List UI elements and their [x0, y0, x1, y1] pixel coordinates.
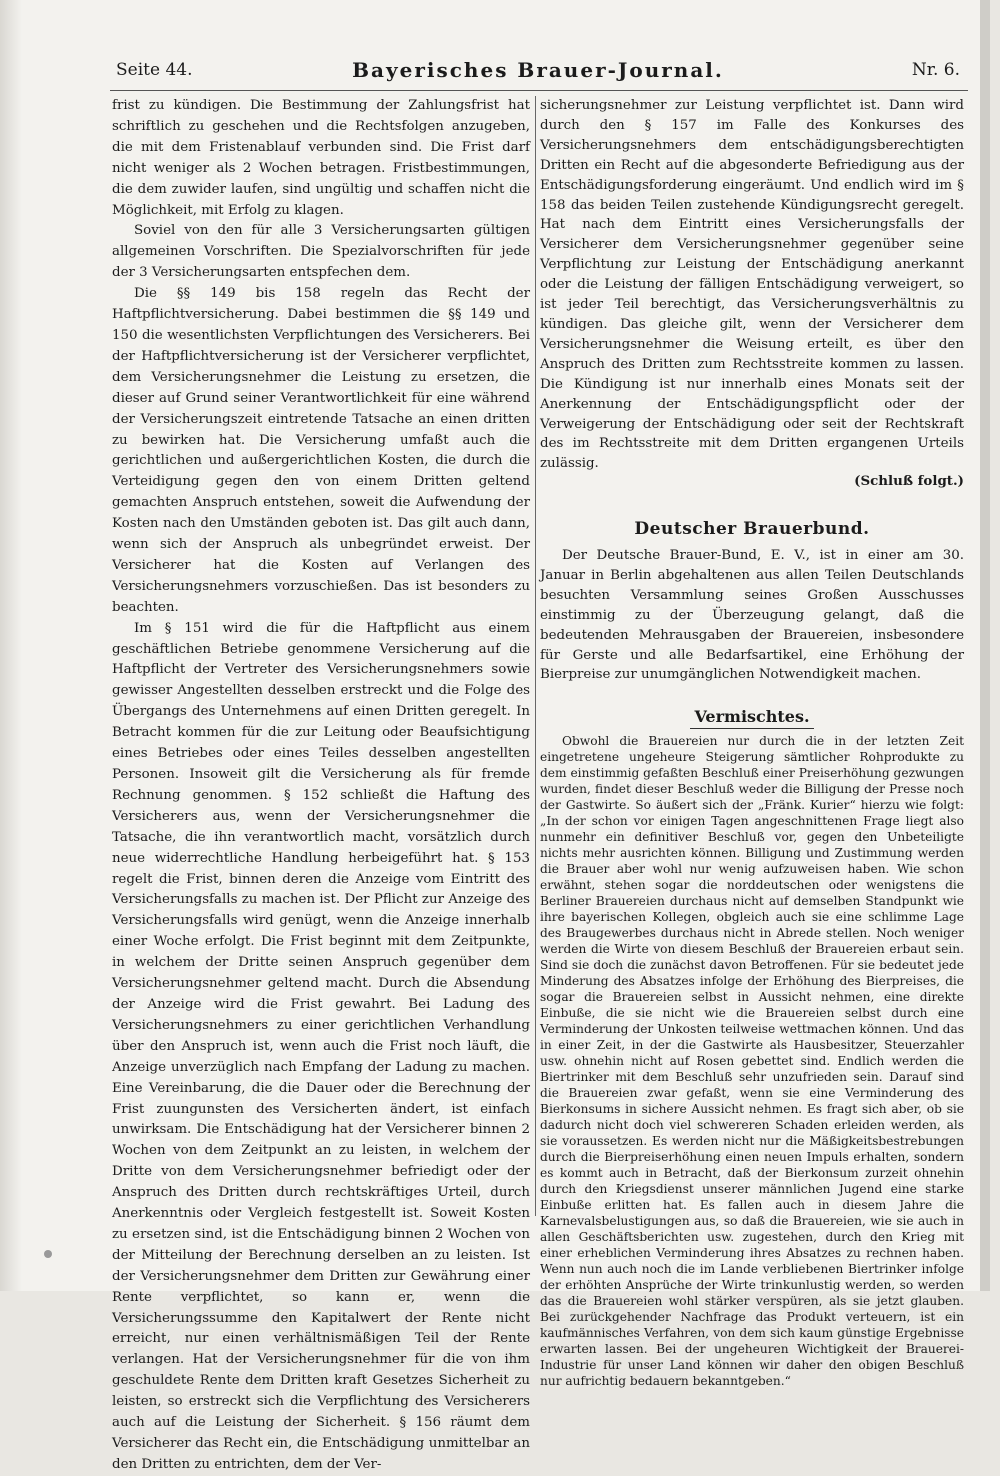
- header-rule: [110, 90, 968, 91]
- paragraph: Im § 151 wird die für die Haftpflicht aus einem geschäftlichen Betriebe genommene Versicherung auf die Haftpflicht der Vertreter des Versicherungsnehmers sowie gewisser Angestellten desselben erstreckt und die Folge des Übergangs des Unternehmens auf einen Dritten geregelt. In Betracht kommen für die zur Leitung oder Beaufsichtigung eines Betriebes oder eines Teiles desselben angestellten Personen. Insoweit gilt die Versicherung als für fremde Rechnung genommen. § 152 schließt die Haftung des Versicherers aus, wenn der Versicherungsnehmer die Tatsache, die ihn verantwortlich macht, vorsätzlich durch neue widerrechtliche Handlung herbeigeführt hat. § 153 regelt die Frist, binnen deren die Anzeige vom Eintritt des Versicherungsfalls zu machen ist. Der Pflicht zur Anzeige des Versicherungsfalls wird genügt, wenn die Anzeige innerhalb einer Woche erfolgt. Die Frist beginnt mit dem Zeitpunkte, in welchem der Dritte seinen Anspruch gegenüber dem Versicherungsnehmer geltend macht. Durch die Absendung der Anzeige wird die Frist gewahrt. Bei Ladung des Versicherungsnehmers zu einer gerichtlichen Verhandlung über den Anspruch ist, wenn auch die Frist noch läuft, die Anzeige unverzüglich nach Empfang der Ladung zu machen. Eine Vereinbarung, die die Dauer oder die Berechnung der Frist zuungunsten des Versicherten ändert, ist einfach unwirksam. Die Entschädigung hat der Versicherer binnen 2 Wochen von dem Zeitpunkt an zu leisten, in welchem der Dritte von dem Versicherungsnehmer befriedigt oder der Anspruch des Dritten durch rechtskräftiges Urteil, durch Anerkenntnis oder Vergleich festgestellt ist. Soweit Kosten zu ersetzen sind, ist die Entschädigung binnen 2 Wochen von der Mitteilung der Berechnung derselben an zu leisten. Ist der Versicherungsnehmer dem Dritten zur Gewährung einer Rente verpflichtet, so kann er, wenn die Versicherungssumme den Kapitalwert der Rente nicht erreicht, nur einen verhältnismäßigen Teil der Rente verlangen. Hat der Versicherungsnehmer für die von ihm geschuldete Rente dem Dritten kraft Gesetzes Sicherheit zu leisten, so erstreckt sich die Verpflichtung des Versicherers auch auf die Leistung der Sicherheit. § 156 räumt dem Versicherer das Recht ein, die Entschädigung unmittelbar an den Dritten zu entrichten, dem der Ver-: [112, 620, 530, 1472]
- to-be-continued-note: (Schluß folgt.): [854, 473, 964, 490]
- paragraph: Soviel von den für alle 3 Versicherungsarten gültigen allgemeinen Vorschriften. Die Spezialvorschriften für jede der 3 Versicherungsarten entspfechen dem.: [112, 223, 530, 281]
- paragraph: Der Deutsche Brauer-Bund, E. V., ist in einer am 30. Januar in Berlin abgehaltenen aus allen Teilen Deutschlands besuchten Versammlung seines Großen Ausschusses einstimmig zu der Überzeugung gelangt, daß die bedeutenden Mehrausgaben der Brauereien, insbesondere für Gerste und alle Bedarfsartikel, eine Erhöhung der Bierpreise zur unumgänglichen Notwendigkeit machen.: [540, 548, 964, 683]
- paragraph: Obwohl die Brauereien nur durch die in der letzten Zeit eingetretene ungeheure Steigerung sämtlicher Rohprodukte zu dem einstimmig gefaßten Beschluß einer Preiserhöhung gezwungen wurden, findet dieser Beschluß weder die Billigung der Presse noch der Gastwirte. So äußert sich der „Fränk. Kurier“ hierzu wie folgt: „In der schon vor einigen Tagen angeschnittenen Frage liegt also nunmehr ein definitiver Beschluß vor, gegen den Unbeteiligte nichts mehr ausrichten können. Billigung und Zustimmung werden die Brauer aber wohl nur wenig aufzuweisen haben. Wie schon erwähnt, stehen sogar die norddeutschen oder wenigstens die Berliner Brauereien durchaus nicht auf demselben Standpunkt wie ihre bayerischen Kollegen, obgleich auch sie eine schlimme Lage des Braugewerbes durchaus nicht in Abrede stellen. Noch weniger werden die Wirte von diesem Beschluß der Brauereien erbaut sein. Sind sie doch die zunächst davon Betroffenen. Für sie bedeutet jede Minderung des Absatzes infolge der Erhöhung des Bierpreises, die sogar die Brauereien selbst in Aussicht nehmen, eine direkte Einbuße, die sie nicht wie die Brauereien selbst durch eine Verminderung der Unkosten teilweise wettmachen können. Und das in einer Zeit, in der die Gastwirte als Hausbesitzer, Steuerzahler usw. ohnehin nicht auf Rosen gebettet sind. Endlich werden die Biertrinker mit dem Beschluß sehr unzufrieden sein. Darauf sind die Brauereien zwar gefaßt, wenn sie eine Verminderung des Bierkonsums in sichere Aussicht nehmen. Es fragt sich aber, ob sie dadurch nicht doch viel schwereren Schaden erleiden werden, als sie voraussetzen. Es werden nicht nur die Mäßigkeitsbestrebungen durch die Bierpreiserhöhung einen neuen Impuls erhalten, sondern es kommt auch in Betracht, daß der Bierkonsum zurzeit ohnehin durch den Kriegsdienst unserer männlichen Jugend eine starke Einbuße erlitten hat. Es fallen auch in diesem Jahre die Karnevalsbelustigungen aus, so daß die Brauereien, wie sie auch in allen Geschäftsberichten usw. zugestehen, durch den Krieg mit einer erheblichen Verminderung ihres Absatzes zu rechnen haben. Wenn nun auch noch die im Lande verbliebenen Biertrinker infolge der erhöhten Ansprüche der Wirte trinkunlustig werden, so werden das die Brauereien wohl stärker verspüren, als sie jetzt glauben. Bei zurückgehender Nachfrage das Produkt verteuern, ist ein kaufmännisches Verfahren, von dem sich kaum günstige Ergebnisse erwarten lassen. Bei der ungeheuren Wichtigkeit der Brauerei-Industrie für unser Land können wir daher den obigen Beschluß nur aufrichtig bedauern bekanntgeben.“: [540, 734, 964, 1389]
- paragraph: frist zu kündigen. Die Bestimmung der Zahlungsfrist hat schriftlich zu geschehen und die Rechtsfolgen anzugeben, die mit dem Fristenablauf verbunden sind. Die Frist darf nicht weniger als 2 Wochen betragen. Fristbestimmungen, die dem zuwider laufen, sind ungültig und schaffen nicht die Möglichkeit, mit Erfolg zu klagen.: [112, 98, 530, 218]
- section-heading-brauerbund: Deutscher Brauerbund.: [634, 519, 870, 540]
- page-label: Seite 44.: [116, 60, 193, 80]
- section-heading-text: Vermischtes.: [690, 707, 813, 729]
- right-column: [540, 96, 964, 1389]
- page-edge-right: [980, 0, 990, 1291]
- left-column: [112, 96, 530, 1476]
- column-divider: [535, 646, 536, 1216]
- page-header: [112, 58, 964, 86]
- journal-title: Bayerisches Brauer-Journal.: [352, 58, 724, 82]
- page-edge-shadow: [0, 0, 22, 1291]
- paragraph: Die §§ 149 bis 158 regeln das Recht der Haftpflichtversicherung. Dabei bestimmen die §§ 149 und 150 die wesentlichsten Verpflichtungen des Versicherers. Bei der Haftpflichtversicherung ist der Versicherer verpflichtet, dem Versicherungsnehmer die Leistung zu ersetzen, die dieser auf Grund seiner Verantwortlichkeit für eine während der Versicherungszeit eintretende Tatsache an einen dritten zu bewirken hat. Die Versicherung umfaßt auch die gerichtlichen und außergerichtlichen Kosten, die durch die Verteidigung gegen den von einem Dritten geltend gemachten Anspruch entstehen, soweit die Aufwendung der Kosten nach den Umständen geboten ist. Das gilt auch dann, wenn sich der Anspruch als unbegründet erweist. Der Versicherer hat die Kosten auf Verlangen des Versicherungsnehmers vorzuschießen. Das ist besonders zu beachten.: [112, 286, 530, 615]
- issue-number: Nr. 6.: [911, 60, 960, 80]
- column-divider: [535, 96, 536, 646]
- section-heading-vermischtes: [540, 707, 964, 729]
- binding-hole: [44, 1250, 52, 1258]
- paragraph: sicherungsnehmer zur Leistung verpflichtet ist. Dann wird durch den § 157 im Falle des Konkurses des Versicherungsnehmers dem entschädigungsberechtigten Dritten ein Recht auf die abgesonderte Befriedigung aus der Entschädigungsforderung eingeräumt. Und endlich wird im § 158 das beiden Teilen zustehende Kündigungsrecht geregelt. Hat nach dem Eintritt eines Versicherungsfalls der Versicherer dem Versicherungsnehmer gegenüber seine Verpflichtung zur Leistung der Entschädigung anerkannt oder die Leistung der fälligen Entschädigung verweigert, so ist jeder Teil berechtigt, das Versicherungsverhältnis zu kündigen. Das gleiche gilt, wenn der Versicherer dem Versicherungsnehmer die Weisung erteilt, es über den Anspruch des Dritten zum Rechtsstreite kommen zu lassen. Die Kündigung ist nur innerhalb eines Monats seit der Anerkennung der Entschädigungspflicht oder der Verweigerung der Entschädigung oder seit der Rechtskraft des im Rechtsstreite mit dem Dritten ergangenen Urteils zulässig.: [540, 98, 964, 472]
